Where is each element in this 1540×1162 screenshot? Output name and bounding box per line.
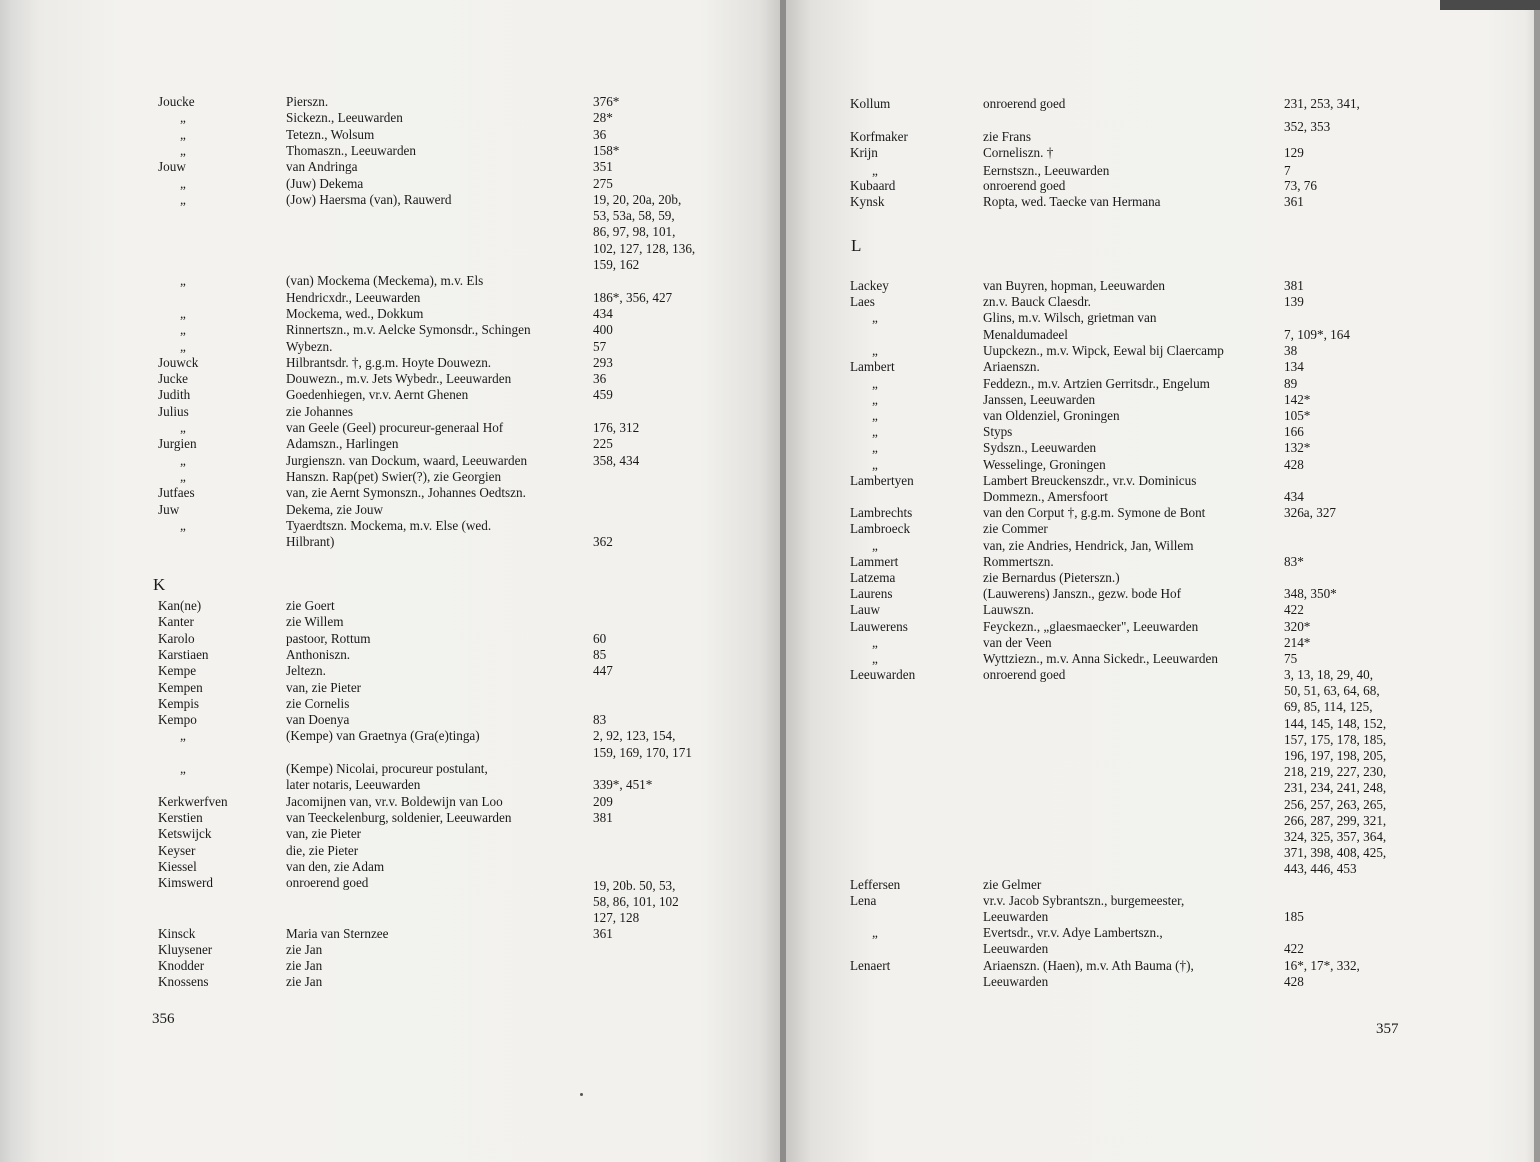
left-index-name: Karolo bbox=[158, 630, 195, 646]
left-index-name: „ bbox=[180, 728, 186, 744]
right-index-name: „ bbox=[872, 651, 878, 666]
right-index-refs: 142* bbox=[1284, 391, 1311, 407]
right-index-entry: zn.v. Bauck Claesdr. bbox=[983, 294, 1091, 310]
left-index-name: Kempo bbox=[158, 712, 197, 728]
left-index-name: Kerkwerfven bbox=[158, 793, 228, 809]
right-index-entry: Eernstszn., Leeuwarden bbox=[983, 163, 1110, 178]
left-index-refs: 57 bbox=[593, 338, 607, 354]
right-index-entry: van Oldenziel, Groningen bbox=[983, 408, 1120, 423]
left-index-name: Julius bbox=[158, 403, 189, 419]
left-index-name: „ bbox=[180, 322, 186, 338]
left-index-name: „ bbox=[180, 761, 186, 776]
right-index-refs: 132* bbox=[1284, 440, 1311, 456]
right-index-name: Lauwerens bbox=[850, 618, 908, 634]
right-index-name: „ bbox=[872, 343, 878, 359]
left-index-refs: 381 bbox=[593, 809, 613, 825]
right-index-refs: 75 bbox=[1284, 651, 1298, 666]
right-index-refs: 73, 76 bbox=[1284, 178, 1317, 193]
right-index-entry: Lambert Breuckenszdr., vr.v. Dominicus bbox=[983, 472, 1197, 488]
right-index-refs: 326a, 327 bbox=[1284, 505, 1337, 521]
left-index-name: Keyser bbox=[158, 842, 196, 858]
left-index-name: Jurgien bbox=[158, 436, 197, 452]
left-index-name: Jouw bbox=[158, 159, 186, 175]
left-index-refs: 434 bbox=[593, 305, 613, 321]
left-index-entry: Jurgienszn. van Dockum, waard, Leeuwarden bbox=[286, 452, 528, 468]
right-index-refs: 166 bbox=[1284, 424, 1304, 440]
left-index-entry: van, zie Pieter bbox=[286, 826, 362, 842]
right-index-name: Leeuwarden bbox=[850, 667, 916, 683]
right-index-entry: van, zie Andries, Hendrick, Jan, Willem bbox=[983, 537, 1194, 553]
right-index-refs: 231, 253, 341, bbox=[1284, 96, 1360, 111]
left-index-refs: 209 bbox=[593, 793, 613, 809]
right-index-entry: Wyttziezn., m.v. Anna Sickedr., Leeuwarden bbox=[983, 651, 1218, 666]
left-index-entry: van Teeckelenburg, soldenier, Leeuwarden bbox=[286, 809, 512, 825]
right-index-entry: Rommertszn. bbox=[983, 553, 1054, 569]
right-index-refs: 352, 353 bbox=[1284, 119, 1331, 134]
left-index-entry: Jeltezn. bbox=[286, 663, 326, 679]
right-index-name: Lambrechts bbox=[850, 505, 913, 521]
right-index-name: „ bbox=[872, 456, 878, 472]
speck bbox=[580, 1093, 583, 1096]
left-index-refs: 351 bbox=[593, 159, 613, 175]
left-index-refs: 28* bbox=[593, 110, 613, 126]
right-index-refs: 157, 175, 178, 185, bbox=[1284, 731, 1387, 747]
right-index-refs: 7 bbox=[1284, 163, 1291, 178]
right-index-name: Lackey bbox=[850, 278, 889, 293]
left-index-refs: 85 bbox=[593, 646, 607, 662]
right-index-entry: van der Veen bbox=[983, 634, 1052, 650]
right-index-entry: Feddezn., m.v. Artzien Gerritsdr., Engelum bbox=[983, 375, 1210, 391]
left-index-name: Kerstien bbox=[158, 809, 203, 825]
right-index-refs: 134 bbox=[1284, 359, 1304, 375]
right-index-entry: Leeuwarden bbox=[983, 909, 1049, 924]
left-index-name: Kempen bbox=[158, 679, 203, 695]
left-index-name: „ bbox=[180, 420, 186, 435]
right-index-refs: 16*, 17*, 332, bbox=[1284, 958, 1360, 973]
right-index-entry: onroerend goed bbox=[983, 96, 1066, 111]
left-index-refs: 275 bbox=[593, 175, 613, 191]
left-index-name: „ bbox=[180, 452, 186, 468]
left-index-refs: 361 bbox=[593, 926, 613, 941]
right-index-refs: 428 bbox=[1284, 456, 1304, 472]
left-index-entry: (Kempe) van Graetnya (Gra(e)tinga) bbox=[286, 728, 480, 744]
left-index-refs: 159, 169, 170, 171 bbox=[593, 744, 692, 760]
left-index-entry: zie Jan bbox=[286, 974, 323, 989]
left-index-refs: 159, 162 bbox=[593, 257, 640, 272]
left-index-refs: 400 bbox=[593, 322, 613, 338]
page-number-left: 356 bbox=[152, 1011, 175, 1027]
right-index-refs: 185 bbox=[1284, 909, 1304, 924]
left-index-name: Ketswijck bbox=[158, 826, 212, 842]
left-index-name: Jouwck bbox=[158, 354, 199, 370]
left-index-entry: van Doenya bbox=[286, 712, 350, 728]
left-index-entry: (Kempe) Nicolai, procureur postulant, bbox=[286, 761, 488, 776]
left-index-name: „ bbox=[180, 110, 186, 126]
right-index-entry: Wesselinge, Groningen bbox=[983, 456, 1106, 472]
right-page bbox=[786, 0, 1540, 1162]
left-index-entry: zie Goert bbox=[286, 598, 335, 613]
left-index-name: „ bbox=[180, 126, 186, 142]
right-index-entry: Dommezn., Amersfoort bbox=[983, 489, 1108, 504]
right-index-name: Kubaard bbox=[850, 178, 896, 193]
right-index-entry: Ariaenszn. bbox=[983, 359, 1040, 375]
left-index-refs: 83 bbox=[593, 712, 607, 728]
left-index-name: „ bbox=[180, 142, 186, 158]
left-index-entry: zie Willem bbox=[286, 614, 344, 630]
left-index-name: Kiessel bbox=[158, 858, 197, 874]
left-index-refs: 176, 312 bbox=[593, 420, 640, 435]
right-index-refs: 69, 85, 114, 125, bbox=[1284, 699, 1373, 715]
left-index-refs: 86, 97, 98, 101, bbox=[593, 224, 676, 240]
right-index-entry: Uupckezn., m.v. Wipck, Eewal bij Claercamp bbox=[983, 343, 1224, 359]
left-index-name: „ bbox=[180, 305, 186, 321]
right-index-entry: van den Corput †, g.g.m. Symone de Bont bbox=[983, 505, 1206, 521]
left-index-entry: van Andringa bbox=[286, 159, 358, 175]
right-index-refs: 324, 325, 357, 364, bbox=[1284, 829, 1387, 844]
right-index-entry: zie Bernardus (Pieterszn.) bbox=[983, 570, 1120, 585]
left-index-entry: van, zie Aernt Symonszn., Johannes Oedtszn. bbox=[286, 485, 526, 501]
right-index-entry: Lauwszn. bbox=[983, 602, 1034, 618]
right-page-edge bbox=[1534, 0, 1540, 1162]
left-index-refs: 158* bbox=[593, 142, 620, 158]
right-index-refs: 7, 109*, 164 bbox=[1284, 327, 1350, 342]
left-index-name: Kempe bbox=[158, 663, 197, 679]
right-index-refs: 428 bbox=[1284, 974, 1304, 989]
left-index-refs: 293 bbox=[593, 354, 613, 370]
right-index-entry: Corneliszn. † bbox=[983, 145, 1054, 160]
left-index-entry: Sickezn., Leeuwarden bbox=[286, 110, 403, 126]
right-index-entry: Janssen, Leeuwarden bbox=[983, 391, 1096, 407]
left-index-entry: Dekema, zie Jouw bbox=[286, 501, 384, 517]
right-index-refs: 256, 257, 263, 265, bbox=[1284, 796, 1387, 812]
left-index-name: „ bbox=[180, 175, 186, 191]
right-index-refs: 320* bbox=[1284, 618, 1311, 634]
right-index-refs: 89 bbox=[1284, 375, 1298, 391]
left-index-entry: die, zie Pieter bbox=[286, 842, 359, 858]
right-index-refs: 422 bbox=[1284, 602, 1304, 618]
left-index-entry: Mockema, wed., Dokkum bbox=[286, 305, 424, 321]
right-index-entry: van Buyren, hopman, Leeuwarden bbox=[983, 278, 1165, 293]
left-index-entry: van Geele (Geel) procureur-generaal Hof bbox=[286, 420, 504, 435]
right-index-refs: 214* bbox=[1284, 634, 1311, 650]
letter-heading-l: L bbox=[851, 236, 862, 255]
right-index-refs: 129 bbox=[1284, 145, 1304, 160]
right-index-entry: Evertsdr., vr.v. Adye Lambertszn., bbox=[983, 925, 1163, 940]
left-index-refs: 225 bbox=[593, 436, 613, 452]
right-index-name: Leffersen bbox=[850, 877, 901, 892]
right-index-refs: 231, 234, 241, 248, bbox=[1284, 780, 1387, 796]
left-index-refs: 339*, 451* bbox=[593, 777, 653, 793]
right-index-name: Lenaert bbox=[850, 958, 891, 973]
left-index-entry: Hendricxdr., Leeuwarden bbox=[286, 289, 421, 305]
left-index-entry: Jacomijnen van, vr.v. Boldewijn van Loo bbox=[286, 793, 503, 809]
right-index-refs: 218, 219, 227, 230, bbox=[1284, 764, 1387, 780]
left-index-entry: Maria van Sternzee bbox=[286, 926, 389, 941]
left-index-name: Kanter bbox=[158, 614, 194, 630]
right-index-entry: zie Commer bbox=[983, 521, 1048, 537]
left-index-entry: Hilbrant) bbox=[286, 534, 335, 550]
left-index-refs: 358, 434 bbox=[593, 452, 640, 468]
left-index-name: „ bbox=[180, 468, 186, 484]
left-index-refs: 447 bbox=[593, 663, 613, 679]
right-index-refs: 381 bbox=[1284, 278, 1304, 293]
left-index-entry: Wybezn. bbox=[286, 338, 333, 354]
left-index-entry: zie Johannes bbox=[286, 403, 354, 419]
left-index-entry: Rinnertszn., m.v. Aelcke Symonsdr., Schingen bbox=[286, 322, 531, 338]
right-index-name: „ bbox=[872, 634, 878, 650]
left-index-refs: 102, 127, 128, 136, bbox=[593, 240, 696, 256]
left-index-refs: 58, 86, 101, 102 bbox=[593, 894, 679, 909]
right-index-refs: 38 bbox=[1284, 343, 1298, 359]
left-index-refs: 36 bbox=[593, 371, 607, 387]
right-index-name: Krijn bbox=[850, 145, 878, 160]
right-index-name: Lena bbox=[850, 893, 877, 908]
left-index-entry: zie Jan bbox=[286, 958, 323, 973]
right-index-entry: vr.v. Jacob Sybrantszn., burgemeester, bbox=[983, 893, 1185, 908]
left-index-name: Kempis bbox=[158, 695, 200, 711]
right-index-name: Lammert bbox=[850, 553, 899, 569]
left-index-entry: (Jow) Haersma (van), Rauwerd bbox=[286, 191, 452, 207]
left-index-entry: Goedenhiegen, vr.v. Aernt Ghenen bbox=[286, 387, 469, 403]
right-index-name: Korfmaker bbox=[850, 129, 908, 144]
right-index-refs: 139 bbox=[1284, 294, 1304, 310]
right-index-name: „ bbox=[872, 163, 878, 178]
right-index-name: Lambertyen bbox=[850, 472, 914, 488]
left-index-entry: Tyaerdtszn. Mockema, m.v. Else (wed. bbox=[286, 517, 492, 533]
right-index-entry: Leeuwarden bbox=[983, 941, 1049, 956]
right-index-entry: zie Frans bbox=[983, 129, 1031, 144]
left-index-refs: 362 bbox=[593, 534, 613, 550]
right-index-name: „ bbox=[872, 375, 878, 391]
right-index-name: Laurens bbox=[850, 586, 893, 602]
right-index-name: „ bbox=[872, 537, 878, 553]
left-index-entry: Douwezn., m.v. Jets Wybedr., Leeuwarden bbox=[286, 371, 512, 387]
left-index-entry: van den, zie Adam bbox=[286, 858, 385, 874]
left-index-entry: Adamszn., Harlingen bbox=[286, 436, 399, 452]
left-index-refs: 53, 53a, 58, 59, bbox=[593, 208, 675, 224]
right-index-entry: onroerend goed bbox=[983, 178, 1066, 193]
right-index-refs: 50, 51, 63, 64, 68, bbox=[1284, 683, 1380, 699]
left-index-entry: Anthoniszn. bbox=[286, 646, 351, 662]
right-index-name: „ bbox=[872, 925, 878, 940]
left-index-entry: Pierszn. bbox=[286, 94, 329, 109]
right-index-name: „ bbox=[872, 424, 878, 440]
left-index-entry: Hanszn. Rap(pet) Swier(?), zie Georgien bbox=[286, 468, 502, 484]
left-index-entry: pastoor, Rottum bbox=[286, 630, 371, 646]
left-index-name: „ bbox=[180, 517, 186, 533]
left-index-entry: zie Jan bbox=[286, 942, 323, 957]
right-index-entry: Sydszn., Leeuwarden bbox=[983, 440, 1097, 456]
left-index-entry: onroerend goed bbox=[286, 875, 369, 891]
left-index-refs: 19, 20, 20a, 20b, bbox=[593, 191, 682, 207]
right-index-refs: 361 bbox=[1284, 194, 1304, 209]
left-index-entry: Hilbrantsdr. †, g.g.m. Hoyte Douwezn. bbox=[286, 354, 492, 370]
right-index-refs: 348, 350* bbox=[1284, 586, 1337, 602]
right-index-name: „ bbox=[872, 408, 878, 423]
left-index-name: Joucke bbox=[158, 94, 195, 109]
left-index-refs: 19, 20b. 50, 53, bbox=[593, 878, 676, 893]
left-index-refs: 186*, 356, 427 bbox=[593, 289, 673, 305]
right-index-refs: 144, 145, 148, 152, bbox=[1284, 715, 1387, 731]
left-index-name: Karstiaen bbox=[158, 646, 209, 662]
left-index-name: Judith bbox=[158, 387, 191, 403]
right-index-entry: Ropta, wed. Taecke van Hermana bbox=[983, 194, 1161, 209]
left-index-name: „ bbox=[180, 191, 186, 207]
right-index-name: Lambroeck bbox=[850, 521, 911, 537]
right-index-entry: zie Gelmer bbox=[983, 877, 1042, 892]
right-index-name: Latzema bbox=[850, 570, 896, 585]
left-index-refs: 376* bbox=[593, 94, 620, 109]
right-index-name: Kollum bbox=[850, 96, 891, 111]
left-index-entry: zie Cornelis bbox=[286, 695, 350, 711]
left-index-refs: 2, 92, 123, 154, bbox=[593, 728, 676, 744]
left-index-refs: 127, 128 bbox=[593, 910, 640, 925]
right-index-name: Laes bbox=[850, 294, 875, 310]
left-index-name: Juw bbox=[158, 501, 180, 517]
left-index-name: „ bbox=[180, 273, 186, 289]
right-index-entry: Glins, m.v. Wilsch, grietman van bbox=[983, 310, 1157, 326]
right-index-entry: (Lauwerens) Janszn., gezw. bode Hof bbox=[983, 586, 1181, 602]
left-index-entry: (Juw) Dekema bbox=[286, 175, 364, 191]
right-index-refs: 266, 287, 299, 321, bbox=[1284, 812, 1387, 828]
left-index-entry: later notaris, Leeuwarden bbox=[286, 777, 421, 793]
right-index-refs: 371, 398, 408, 425, bbox=[1284, 845, 1387, 861]
right-index-refs: 196, 197, 198, 205, bbox=[1284, 748, 1387, 763]
right-index-name: „ bbox=[872, 391, 878, 407]
left-index-refs: 459 bbox=[593, 387, 613, 403]
right-index-entry: Feyckezn., „glaesmaecker", Leeuwarden bbox=[983, 618, 1199, 634]
background-strip bbox=[1440, 0, 1540, 10]
left-index-name: Jucke bbox=[158, 371, 189, 387]
left-index-name: Kluysener bbox=[158, 942, 213, 957]
left-index-name: Kan(ne) bbox=[158, 598, 202, 613]
right-index-name: „ bbox=[872, 310, 878, 326]
left-index-name: Kinsck bbox=[158, 926, 196, 941]
right-index-entry: Ariaenszn. (Haen), m.v. Ath Bauma (†), bbox=[983, 958, 1194, 973]
right-index-entry: Menaldumadeel bbox=[983, 327, 1068, 342]
right-index-entry: onroerend goed bbox=[983, 667, 1066, 683]
letter-heading-k: K bbox=[153, 575, 166, 594]
right-index-name: „ bbox=[872, 440, 878, 456]
left-index-name: Jutfaes bbox=[158, 485, 195, 501]
right-index-name: Kynsk bbox=[850, 194, 885, 209]
right-index-refs: 3, 13, 18, 29, 40, bbox=[1284, 667, 1374, 682]
left-index-name: Knossens bbox=[158, 974, 209, 989]
left-index-refs: 36 bbox=[593, 126, 607, 142]
left-index-name: Kimswerd bbox=[158, 875, 213, 891]
right-index-refs: 105* bbox=[1284, 408, 1311, 423]
left-index-entry: (van) Mockema (Meckema), m.v. Els bbox=[286, 273, 484, 289]
right-index-entry: Styps bbox=[983, 424, 1013, 440]
right-index-refs: 83* bbox=[1284, 553, 1304, 569]
right-index-entry: Leeuwarden bbox=[983, 974, 1049, 989]
left-index-name: „ bbox=[180, 338, 186, 354]
left-index-refs: 60 bbox=[593, 630, 607, 646]
right-index-refs: 434 bbox=[1284, 489, 1304, 504]
right-index-name: Lambert bbox=[850, 359, 895, 375]
left-index-entry: Tetezn., Wolsum bbox=[286, 126, 375, 142]
right-index-refs: 422 bbox=[1284, 941, 1304, 956]
page-number-right: 357 bbox=[1376, 1021, 1399, 1037]
left-index-name: Knodder bbox=[158, 958, 205, 973]
right-index-name: Lauw bbox=[850, 602, 881, 618]
right-index-refs: 443, 446, 453 bbox=[1284, 861, 1357, 877]
left-index-entry: van, zie Pieter bbox=[286, 679, 362, 695]
left-index-entry: Thomaszn., Leeuwarden bbox=[286, 142, 416, 158]
